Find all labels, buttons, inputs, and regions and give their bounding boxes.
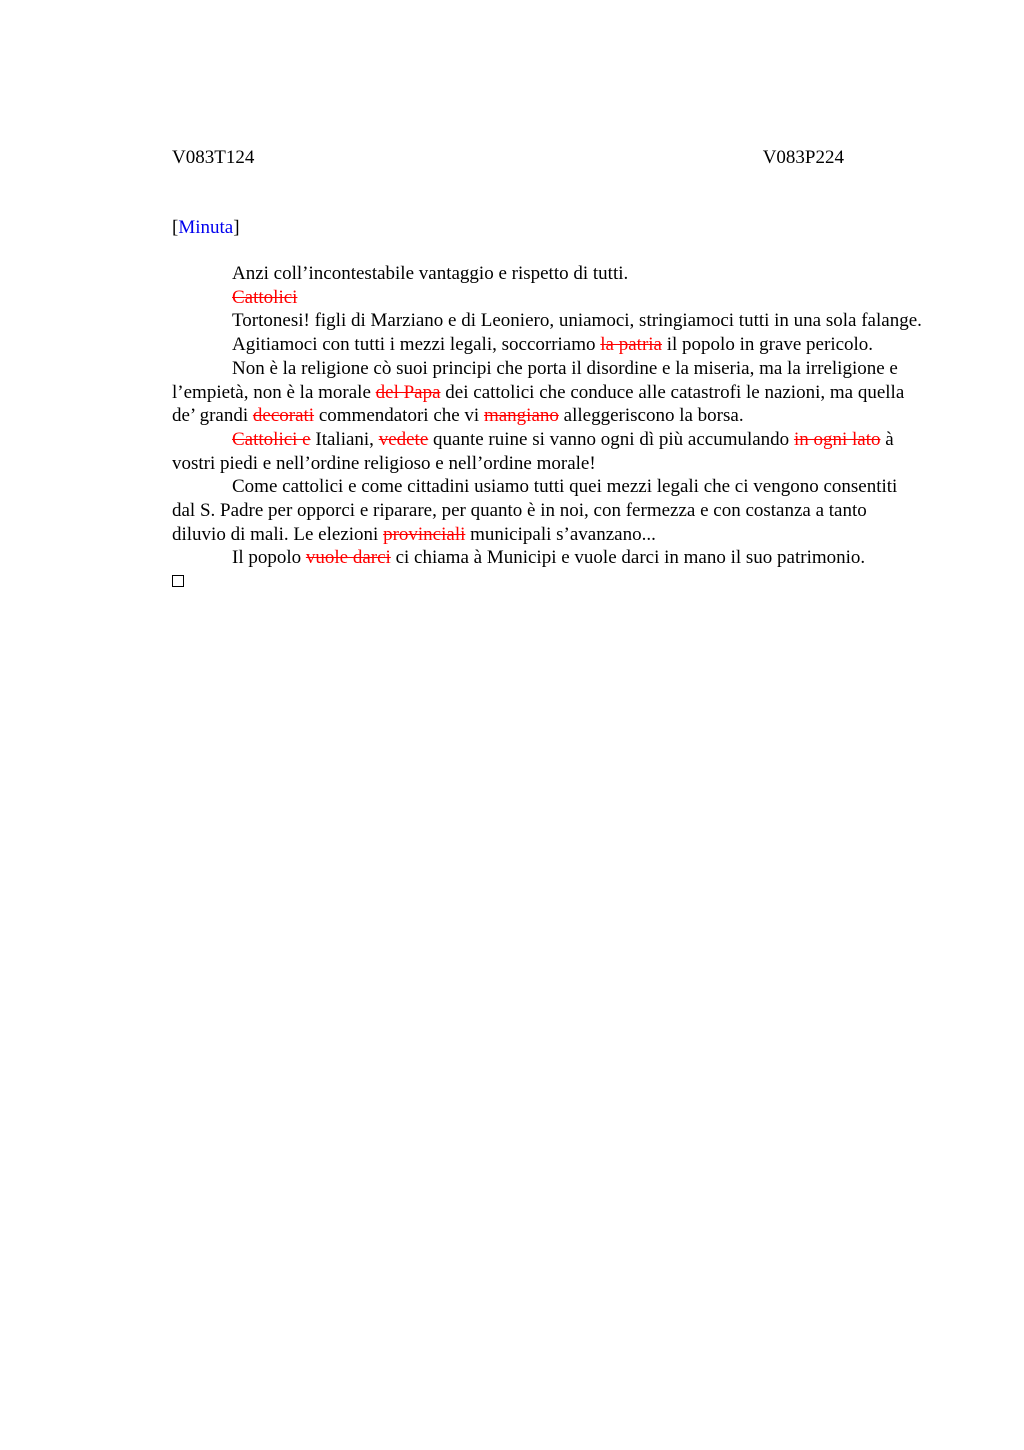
text-run: Italiani, <box>310 428 379 450</box>
paragraph <box>172 262 924 286</box>
paragraph <box>172 286 924 310</box>
deleted-text: Cattolici e <box>232 428 311 450</box>
section-label-text: Minuta <box>178 217 234 238</box>
text-run: alleggeriscono la borsa. <box>558 405 744 427</box>
text-run: Agitiamoci con tutti i mezzi legali, soccorriamo <box>232 334 601 356</box>
section-label-open-bracket: [ <box>172 217 179 238</box>
page-header <box>172 146 844 170</box>
text-run: Anzi coll’incontestabile vantaggio e rispetto di tutti. <box>232 263 629 284</box>
section-label-close-bracket: ] <box>233 217 240 238</box>
deleted-text: Cattolici <box>232 286 298 308</box>
deleted-text: mangiano <box>483 405 559 427</box>
paragraph <box>172 357 924 428</box>
text-run: commendatori che vi <box>314 405 484 427</box>
document-page <box>172 146 924 593</box>
paragraph <box>172 428 924 475</box>
deleted-text: in ogni lato <box>793 428 881 450</box>
document-code-left: V083T124 <box>172 147 255 168</box>
text-run: Come cattolici e come cittadini usiamo tutti quei mezzi legali che ci vengono consentiti dal S. Padre per opporci e riparare, per quanto è in noi, con fermezza e con costanza a tanto diluvio di mali. Le elezioni <box>172 476 898 545</box>
document-body <box>172 262 924 570</box>
text-run: quante ruine si vanno ogni dì più accumulando <box>428 428 794 450</box>
deleted-text: vedete <box>378 428 429 450</box>
text-run: dei cattolici che conduce alle catastrofi le nazioni, ma quella de’ grandi <box>172 381 905 427</box>
text-run: il popolo in grave pericolo. <box>662 334 874 356</box>
deleted-text: del Papa <box>375 381 441 403</box>
text-run: à vostri piedi e nell’ordine religioso e nell’ordine morale! <box>172 428 894 474</box>
paragraph <box>172 333 924 357</box>
text-run: ci chiama à Municipi e vuole darci in mano il suo patrimonio. <box>390 547 866 569</box>
end-marker <box>172 570 924 593</box>
end-square-icon <box>172 575 184 587</box>
text-run: Tortonesi! figli di Marziano e di Leoniero, uniamoci, stringiamoci tutti in una sola falange. <box>232 310 922 332</box>
text-run: Non è la religione cò suoi principi che porta il disordine e la miseria, ma la irreligione e l’empietà, non è la morale <box>172 357 898 403</box>
text-run: Il popolo <box>232 547 306 569</box>
paragraph <box>172 309 924 333</box>
deleted-text: provinciali <box>383 523 466 545</box>
paragraph <box>172 475 924 546</box>
section-label <box>172 216 924 240</box>
deleted-text: vuole darci <box>305 547 391 569</box>
deleted-text: la patria <box>600 334 662 356</box>
deleted-text: decorati <box>252 405 315 427</box>
document-code-right: V083P224 <box>762 147 844 168</box>
text-run: municipali s’avanzano... <box>465 523 656 545</box>
paragraph <box>172 546 924 570</box>
